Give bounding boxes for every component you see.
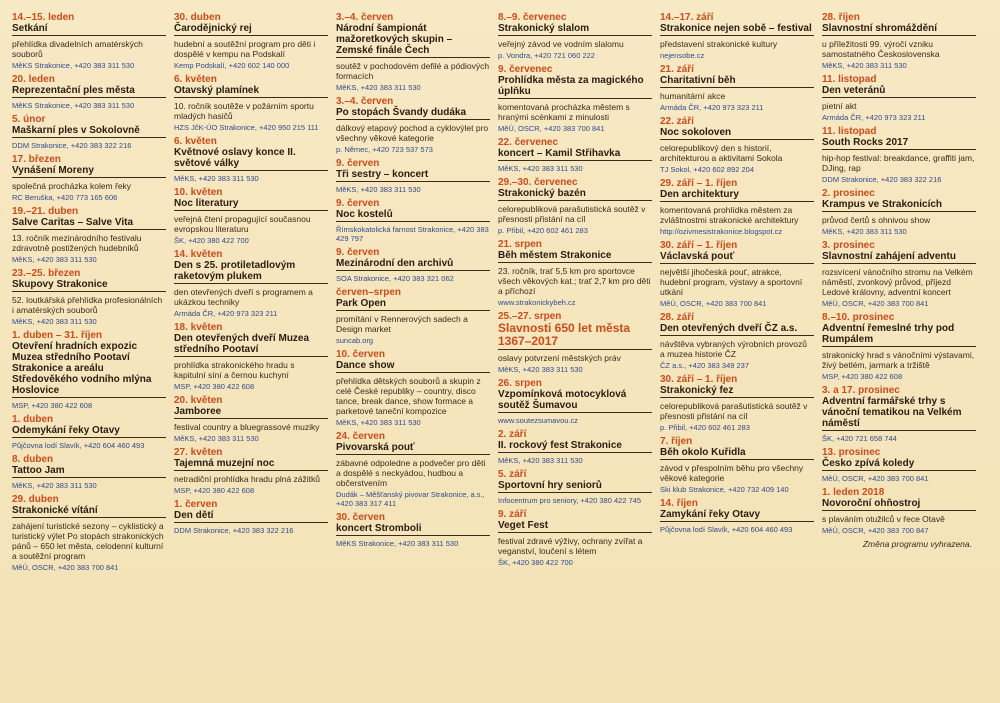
event-entry: [498, 239, 652, 307]
event-contact: Římskokatolická farnost Strakonice, +420 383 429 797: [336, 225, 489, 243]
event-title: Květnové oslavy konce II. světové války: [174, 147, 328, 171]
event-entry: [822, 487, 976, 535]
event-contact: www.soutezsumavou.cz: [498, 416, 579, 425]
event-date: 20. květen: [174, 395, 223, 406]
event-title: Veget Fest: [498, 520, 652, 533]
event-title: Den s 25. protiletadlovým raketovým plukem: [174, 260, 328, 284]
event-contact: p. Vondra, +420 721 060 222: [498, 51, 595, 60]
event-description: pietní akt: [822, 101, 857, 111]
event-entry: [660, 374, 814, 432]
event-title: Po stopách Švandy dudáka: [336, 107, 490, 120]
event-date: 27. květen: [174, 447, 223, 458]
event-contact: MěKS Strakonice, +420 383 311 530: [12, 101, 135, 110]
event-title: Otevření hradních expozic Muzea středního Pootaví Strakonice a areálu Středověkého vodního mlýna Hoslovice: [12, 341, 166, 398]
event-contact: MěKS, +420 383 311 530: [174, 174, 259, 183]
event-entry: [660, 12, 814, 60]
event-date: 3.–4. červen: [336, 12, 394, 23]
event-contact: Armáda ČR, +420 973 323 211: [174, 309, 278, 318]
event-entry: [12, 206, 166, 264]
event-date: 6. květen: [174, 74, 217, 85]
event-entry: [336, 198, 490, 243]
event-title: Čarodějnický rej: [174, 23, 328, 36]
event-contact: MěÚ, OSCR, +420 383 700 841: [822, 474, 929, 483]
event-title: Charitativní běh: [660, 75, 814, 88]
event-title: Den architektury: [660, 189, 814, 202]
event-description: závod v přespolním běhu pro všechny věkové kategorie: [660, 463, 804, 483]
event-entry: [12, 454, 166, 490]
event-description: oslavy potvrzení městských práv: [498, 353, 621, 363]
event-contact: Půjčovna lodí Slavík, +420 604 460 493: [660, 525, 793, 534]
event-contact: DDM Strakonice, +420 383 322 216: [12, 141, 132, 150]
calendar-column: [12, 12, 166, 703]
event-title: Den dětí: [174, 510, 328, 523]
event-description: festival zdravé výživy, ochrany zvířat a veganství, loučení s létem: [498, 536, 643, 556]
event-entry: [822, 12, 976, 70]
event-entry: [822, 74, 976, 122]
event-date: 1. červen: [174, 499, 218, 510]
calendar-column: [336, 12, 490, 703]
event-date: 22. červenec: [498, 137, 559, 148]
event-contact: nejensobe.cz: [660, 51, 705, 60]
event-title: Tři sestry – koncert: [336, 169, 490, 182]
event-date: 30. červen: [336, 512, 385, 523]
event-date: 29. duben: [12, 494, 59, 505]
event-contact: p. Přibil, +420 602 461 283: [660, 423, 750, 432]
event-date: 8.–9. červenec: [498, 12, 567, 23]
event-date: 14. říjen: [660, 498, 698, 509]
event-date: 25.–27. srpen: [498, 311, 562, 322]
event-date: 19.–21. duben: [12, 206, 79, 217]
event-date: 29. září – 1. říjen: [660, 178, 738, 189]
event-entry: [174, 395, 328, 443]
event-date: 14.–17. září: [660, 12, 714, 23]
event-title: Park Open: [336, 298, 490, 311]
event-date: 1. leden 2018: [822, 487, 885, 498]
event-title: Pivovarská pouť: [336, 442, 490, 455]
calendar-column: [660, 12, 814, 703]
event-contact: ŠK, +420 380 422 700: [498, 558, 573, 567]
event-date: 23.–25. březen: [12, 268, 81, 279]
event-description: společná procházka kolem řeky: [12, 181, 132, 191]
event-description: promítání v Rennerových sadech a Design market: [336, 314, 468, 334]
event-description: návštěva vybraných výrobních provozů a muzea historie ČZ: [660, 339, 807, 359]
event-title: Tajemná muzejní noc: [174, 458, 328, 471]
event-date: 1. duben: [12, 414, 54, 425]
event-contact: MěKS, +420 383 311 530: [498, 456, 583, 465]
event-entry: [660, 312, 814, 370]
event-contact: MěKS, +420 383 311 530: [336, 185, 421, 194]
event-title: Slavnosti 650 let města 1367–2017: [498, 322, 652, 350]
event-date: 10. červen: [336, 349, 385, 360]
event-title: Prohlídka města za magického úplňku: [498, 75, 652, 99]
event-contact: MěKS, +420 383 311 530: [498, 365, 583, 374]
event-entry: [174, 74, 328, 132]
event-title: Strakonický slalom: [498, 23, 652, 36]
event-title: Adventní řemeslné trhy pod Rumpálem: [822, 323, 976, 347]
event-contact: Dudák – Měšťanský pivovar Strakonice, a.s., +420 383 317 411: [336, 490, 485, 508]
event-contact: MěKS, +420 383 311 530: [12, 481, 97, 490]
event-description: soutěž v pochodovém defilé a pódiových formacích: [336, 61, 490, 81]
event-description: 13. ročník mezinárodního festivalu zdravotně postižených hudebníků: [12, 233, 142, 253]
program-change-note: Změna programu vyhrazena.: [862, 539, 972, 549]
event-date: 14. květen: [174, 249, 223, 260]
event-contact: ŠK, +420 721 658 744: [822, 434, 897, 443]
event-contact: MSP, +420 380 422 608: [174, 486, 255, 495]
event-entry: [12, 414, 166, 450]
event-title: Den otevřených dveří Muzea středního Pootaví: [174, 333, 328, 357]
calendar-column: [174, 12, 328, 703]
event-date: 28. září: [660, 312, 694, 323]
event-description: hudební a soutěžní program pro děti i dospělé v kempu na Podskalí: [174, 39, 316, 59]
event-entry: [12, 268, 166, 326]
event-contact: MěKS, +420 383 311 530: [822, 61, 907, 70]
event-title: Vzpomínková motocyklová soutěž Šumavou: [498, 389, 652, 413]
calendar-column: [498, 12, 652, 703]
event-title: Václavská pouť: [660, 251, 814, 264]
event-contact: MSP, +420 380 422 608: [12, 401, 93, 410]
event-title: Sportovní hry seniorů: [498, 480, 652, 493]
event-entry: [660, 240, 814, 308]
event-date: 30. září – 1. říjen: [660, 240, 738, 251]
event-entry: [498, 177, 652, 235]
event-description: 23. ročník, trať 5,5 km pro sportovce všech věkových kat.; trať 2,7 km pro děti a příchozí: [498, 266, 651, 296]
event-contact: Armáda ČR, +420 973 323 211: [660, 103, 764, 112]
event-title: Strakonické vítání: [12, 505, 166, 518]
event-date: 24. červen: [336, 431, 385, 442]
event-description: zábavné odpoledne a podvečer pro děti a dospělé s neckyádou, hudbou a občerstvením: [336, 458, 486, 488]
event-contact: Kemp Podskalí, +420 602 140 000: [174, 61, 290, 70]
event-contact: MěKS, +420 383 311 530: [336, 83, 421, 92]
event-date: 1. duben – 31. říjen: [12, 330, 103, 341]
event-date: 8. duben: [12, 454, 54, 465]
event-contact: suncab.org: [336, 336, 374, 345]
event-entry: [336, 247, 490, 283]
event-title: Maškarní ples v Sokolovně: [12, 125, 166, 138]
event-title: Noc sokoloven: [660, 127, 814, 140]
event-title: II. rockový fest Strakonice: [498, 440, 652, 453]
event-description: průvod čertů s ohnivou show: [822, 215, 931, 225]
event-contact: MěÚ, OSCR, +420 383 700 841: [660, 299, 767, 308]
event-contact: ČZ a.s., +420 383 349 237: [660, 361, 750, 370]
event-description: 52. loutkářská přehlídka profesionálních i amatérských souborů: [12, 295, 163, 315]
event-title: Jamboree: [174, 406, 328, 419]
event-description: festival country a bluegrassové muziky: [174, 422, 320, 432]
event-contact: MěÚ, OSCR, +420 383 700 841: [822, 299, 929, 308]
event-date: 11. listopad: [822, 126, 877, 137]
event-date: 9. červen: [336, 198, 380, 209]
event-entry: [498, 64, 652, 133]
event-date: 3. prosinec: [822, 240, 875, 251]
calendar-column: [822, 12, 976, 703]
event-title: Skupovy Strakonice: [12, 279, 166, 292]
event-title: Strakonický fez: [660, 385, 814, 398]
event-description: komentovaná prohlídka městem za zvláštnostmi strakonické architektury: [660, 205, 799, 225]
event-contact: MěKS, +420 383 311 530: [12, 255, 97, 264]
event-entry: [822, 385, 976, 443]
event-title: Salve Caritas – Salve Vita: [12, 217, 166, 230]
event-entry: [660, 498, 814, 534]
event-description: celorepubliková parašutistická soutěž v přesnosti přistání na cíl: [498, 204, 646, 224]
event-description: zahájení turistické sezony – cyklistický a turistický výlet Po stopách strakonických pánů – 650 let města, celodenní kulturní a soutěžní program: [12, 521, 164, 561]
event-date: 6. květen: [174, 136, 217, 147]
event-contact: Půjčovna lodí Slavík, +420 604 460 493: [12, 441, 145, 450]
event-entry: [660, 436, 814, 494]
event-entry: [660, 178, 814, 236]
event-title: koncert Stromboli: [336, 523, 490, 536]
event-contact: MěKS Strakonice, +420 383 311 530: [12, 61, 135, 70]
event-date: 3. a 17. prosinec: [822, 385, 900, 396]
event-description: strakonický hrad s vánočními výstavami, živý betlém, jarmark a tržiště: [822, 350, 975, 370]
event-entry: [174, 12, 328, 70]
event-date: 3.–4. červen: [336, 96, 394, 107]
event-date: 2. září: [498, 429, 527, 440]
event-title: Česko zpívá koledy: [822, 458, 976, 471]
event-description: celorepublikový den s historií, architekturou a aktivitami Sokola: [660, 143, 783, 163]
event-date: 21. srpen: [498, 239, 542, 250]
event-description: představení strakonické kultury: [660, 39, 778, 49]
event-title: Adventní farmářské trhy s vánoční tematikou na Velkém náměstí: [822, 396, 976, 431]
event-date: 14.–15. leden: [12, 12, 75, 23]
event-entry: [12, 330, 166, 410]
event-entry: [336, 158, 490, 194]
event-date: 9. červen: [336, 158, 380, 169]
event-description: přehlídka dětských souborů a skupin z celé České republiky – country, disco tance, break dance, show formace a parketové taneční kompozice: [336, 376, 481, 416]
event-date: 11. listopad: [822, 74, 877, 85]
event-contact: RC Beruška, +420 773 165 606: [12, 193, 118, 202]
event-entry: [336, 512, 490, 548]
event-entry: [660, 64, 814, 112]
event-date: 9. září: [498, 509, 527, 520]
event-contact: TJ Sokol, +420 602 892 204: [660, 165, 755, 174]
event-date: 26. srpen: [498, 378, 542, 389]
event-entry: [498, 378, 652, 425]
event-contact: Infocentrum pro seniory, +420 380 422 745: [498, 496, 642, 505]
event-date: 28. říjen: [822, 12, 860, 23]
event-description: humanitární akce: [660, 91, 726, 101]
event-title: Dance show: [336, 360, 490, 373]
event-contact: www.strakonickybeh.cz: [498, 298, 576, 307]
event-entry: [498, 311, 652, 374]
event-title: Otavský plamínek: [174, 85, 328, 98]
event-date: 29.–30. červenec: [498, 177, 578, 188]
event-title: Zamykání řeky Otavy: [660, 509, 814, 522]
event-entry: [336, 287, 490, 345]
event-entry: [174, 136, 328, 183]
event-title: Slavnostní zahájení adventu: [822, 251, 976, 264]
event-title: South Rocks 2017: [822, 137, 976, 150]
event-entry: [336, 349, 490, 427]
event-title: Slavnostní shromáždění: [822, 23, 976, 36]
event-description: s plaváním otužilců v řece Otavě: [822, 514, 945, 524]
event-entry: [336, 431, 490, 508]
event-description: 10. ročník soutěže v požárním sportu mladých hasičů: [174, 101, 314, 121]
event-description: veřejná čtení propagující současnou evropskou literaturu: [174, 214, 311, 234]
event-description: komentovaná procházka městem s hranými scénkami z minulosti: [498, 102, 630, 122]
event-title: Den veteránů: [822, 85, 976, 98]
event-contact: ŠK, +420 380 422 700: [174, 236, 249, 245]
event-description: u příležitosti 99. výročí vzniku samostatného Československa: [822, 39, 940, 59]
event-contact: HZS JčK-ÚO Strakonice, +420 950 215 111: [174, 123, 319, 132]
event-description: největší jihočeská pouť, atrakce, hudební program, výstavy a sportovní utkání: [660, 267, 803, 297]
event-contact: MěKS, +420 383 311 530: [498, 164, 583, 173]
event-title: koncert – Kamil Střihavka: [498, 148, 652, 161]
event-entry: [336, 96, 490, 154]
event-title: Reprezentační ples města: [12, 85, 166, 98]
event-entry: [498, 469, 652, 505]
event-title: Noc kostelů: [336, 209, 490, 222]
event-description: den otevřených dveří s programem a ukázkou techniky: [174, 287, 313, 307]
event-title: Noc literatury: [174, 198, 328, 211]
event-date: červen–srpen: [336, 287, 402, 298]
event-entry: [822, 126, 976, 184]
event-title: Strakonický bazén: [498, 188, 652, 201]
event-date: 2. prosinec: [822, 188, 875, 199]
event-entry: [822, 312, 976, 381]
event-contact: p. Němec, +420 723 537 573: [336, 145, 433, 154]
event-description: veřejný závod ve vodním slalomu: [498, 39, 624, 49]
event-date: 30. duben: [174, 12, 221, 23]
event-date: 13. prosinec: [822, 447, 881, 458]
event-entry: [12, 494, 166, 572]
event-title: Běh městem Strakonice: [498, 250, 652, 263]
event-entry: [336, 12, 490, 92]
event-contact: MěÚ, OSCR, +420 383 700 841: [498, 124, 605, 133]
event-entry: [12, 12, 166, 70]
event-title: Odemykání řeky Otavy: [12, 425, 166, 438]
event-contact: MěKS, +420 383 311 530: [336, 418, 421, 427]
event-date: 5. únor: [12, 114, 46, 125]
event-entry: [498, 509, 652, 567]
event-contact: SOA Strakonice, +420 383 321 062: [336, 274, 454, 283]
event-title: Krampus ve Strakonicích: [822, 199, 976, 212]
event-date: 10. květen: [174, 187, 223, 198]
event-date: 22. září: [660, 116, 694, 127]
event-date: 9. červen: [336, 247, 380, 258]
event-description: hip-hop festival: breakdance, graffiti jam, DJing, rap: [822, 153, 975, 173]
event-title: Běh okolo Kuřidla: [660, 447, 814, 460]
event-contact: MěKS, +420 383 311 530: [174, 434, 259, 443]
event-description: celorepubliková parašutistická soutěž v přesnosti přistání na cíl: [660, 401, 808, 421]
event-date: 21. září: [660, 64, 694, 75]
event-entry: [174, 187, 328, 245]
event-title: Novoroční ohňostroj: [822, 498, 976, 511]
event-entry: [660, 116, 814, 174]
event-contact: Armáda ČR, +420 973 323 211: [822, 113, 926, 122]
event-title: Setkání: [12, 23, 166, 36]
event-contact: MSP, +420 380 422 608: [174, 382, 255, 391]
event-description: rozsvícení vánočního stromu na Velkém náměstí, zvonkový průvod, příjezd Ledové královny, adventní koncert: [822, 267, 973, 297]
event-date: 17. březen: [12, 154, 61, 165]
event-contact: http://ozivmesistrakonice.blogspot.cz: [660, 227, 783, 236]
event-entry: [498, 137, 652, 173]
event-title: Mezinárodní den archivů: [336, 258, 490, 271]
event-date: 7. říjen: [660, 436, 693, 447]
event-contact: MěKS, +420 383 311 530: [12, 317, 97, 326]
event-date: 20. leden: [12, 74, 55, 85]
event-contact: DDM Strakonice, +420 383 322 216: [822, 175, 942, 184]
event-date: 9. červenec: [498, 64, 553, 75]
event-contact: p. Přibil, +420 602 461 283: [498, 226, 588, 235]
event-contact: MSP, +420 380 422 608: [822, 372, 903, 381]
event-entry: [174, 322, 328, 391]
event-contact: MěÚ, OSCR, +420 383 700 841: [12, 563, 119, 572]
event-entry: [498, 12, 652, 60]
event-contact: MěÚ, OSCR, +420 383 700 847: [822, 526, 929, 535]
event-title: Vynášení Moreny: [12, 165, 166, 178]
event-contact: Ski klub Strakonice, +420 732 409 140: [660, 485, 789, 494]
event-entry: [822, 188, 976, 236]
event-contact: MěKS Strakonice, +420 383 311 530: [336, 539, 459, 548]
event-entry: [12, 114, 166, 150]
event-contact: DDM Strakonice, +420 383 322 216: [174, 526, 294, 535]
event-description: přehlídka divadelních amatérských souborů: [12, 39, 143, 59]
event-description: dálkový etapový pochod a cyklovýlet pro všechny věkové kategorie: [336, 123, 489, 143]
event-description: prohlídka strakonického hradu s kapitulní síní a černou kuchyní: [174, 360, 295, 380]
event-entry: [822, 240, 976, 308]
event-date: 30. září – 1. říjen: [660, 374, 738, 385]
event-title: Tattoo Jam: [12, 465, 166, 478]
event-description: netradiční prohlídka hradu plná zážitků: [174, 474, 321, 484]
event-entry: [12, 74, 166, 110]
event-entry: [174, 499, 328, 535]
event-entry: [174, 447, 328, 495]
event-date: 18. květen: [174, 322, 223, 333]
event-entry: [174, 249, 328, 318]
event-title: Den otevřených dveří ČZ a.s.: [660, 323, 814, 336]
event-date: 8.–10. prosinec: [822, 312, 895, 323]
event-title: Strakonice nejen sobě – festival: [660, 23, 814, 36]
event-entry: [822, 447, 976, 483]
event-title: Národní šampionát mažoretkových skupin – Zemské finále Čech: [336, 23, 490, 58]
event-entry: [12, 154, 166, 202]
event-date: 5. září: [498, 469, 527, 480]
event-entry: [498, 429, 652, 465]
event-contact: MěKS, +420 383 311 530: [822, 227, 907, 236]
